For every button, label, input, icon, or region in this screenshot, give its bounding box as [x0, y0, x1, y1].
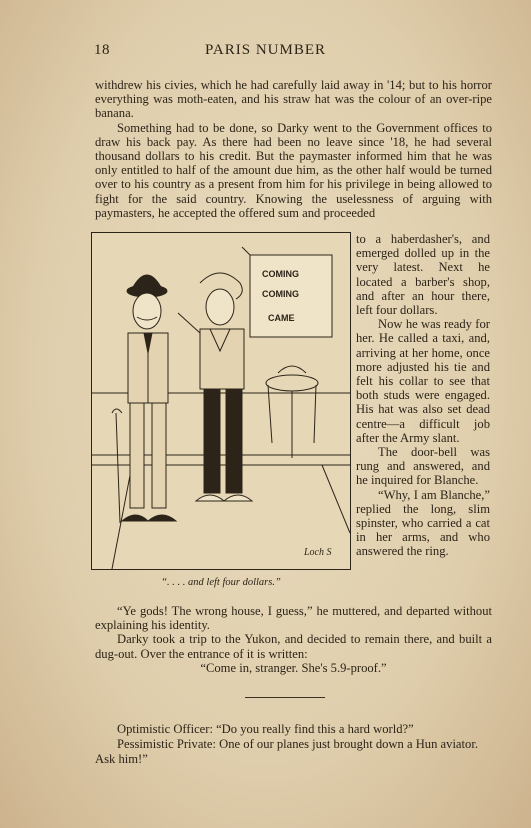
paragraph: “Ye gods! The wrong house, I guess,” he muttered, and departed without explaining his identity. [95, 604, 492, 633]
poster-line: COMING [262, 269, 299, 279]
page-number: 18 [94, 42, 110, 58]
poster-line: CAME [268, 313, 295, 323]
poster-line: COMING [262, 289, 299, 299]
artist-signature: Loch S [304, 547, 332, 558]
cartoon-illustration [91, 232, 351, 570]
paragraph: Something had to be done, so Darky went to the Government offices to draw his back pay. As there had been no leave since '18, he had several thousand dollars to his credit. But the paymaster informed him that he was only entitled to half of the amount due him, as the other half would be turned over to his country as a present from him for his privilege in being allowed to fight for the said country. Knowing the uselessness of arguing with paymasters, he accepted the offered sum and proceeded [95, 120, 492, 220]
dugout-inscription: “Come in, stranger. She's 5.9-proof.” [200, 660, 387, 675]
story-text-bottom [95, 604, 492, 675]
paragraph: Now he was ready for her. He called a taxi, and, arriving at her home, once more adjusted his tie and felt his collar to see that both studs were engaged. His hat was also set dead centre—a difficult job after the Army slant. [356, 317, 490, 445]
paragraph: Darky took a trip to the Yukon, and decided to remain there, and built a dug-out. Over the entrance of it is written: [95, 632, 492, 661]
joke-line-officer: Optimistic Officer: “Do you really find this a hard world?” [117, 722, 414, 736]
paragraph: The door-bell was rung and answered, and he inquired for Blanche. [356, 445, 490, 488]
section-divider [245, 697, 325, 698]
paragraph: withdrew his civies, which he had carefully laid away in '14; but to his horror everything was moth-eaten, and his straw hat was the colour of an over-ripe banana. [95, 78, 492, 121]
paragraph: to a haberdasher's, and emerged dolled up in the very latest. Next he located a barber's shop, and after an hour there, left four dollars. [356, 232, 490, 318]
story-text-top [95, 78, 492, 220]
paragraph: “Why, I am Blanche,” replied the long, slim spinster, who carried a cat in her arms, and who answered the ring. [356, 487, 490, 559]
cartoon-caption: “. . . . and left four dollars.” [161, 577, 281, 588]
joke-line-private: Pessimistic Private: One of our planes just brought down a Hun aviator. Ask him!” [95, 737, 478, 766]
story-text-right-column [356, 232, 490, 559]
running-title: PARIS NUMBER [204, 42, 327, 58]
joke [95, 722, 492, 767]
page-header [0, 42, 531, 64]
